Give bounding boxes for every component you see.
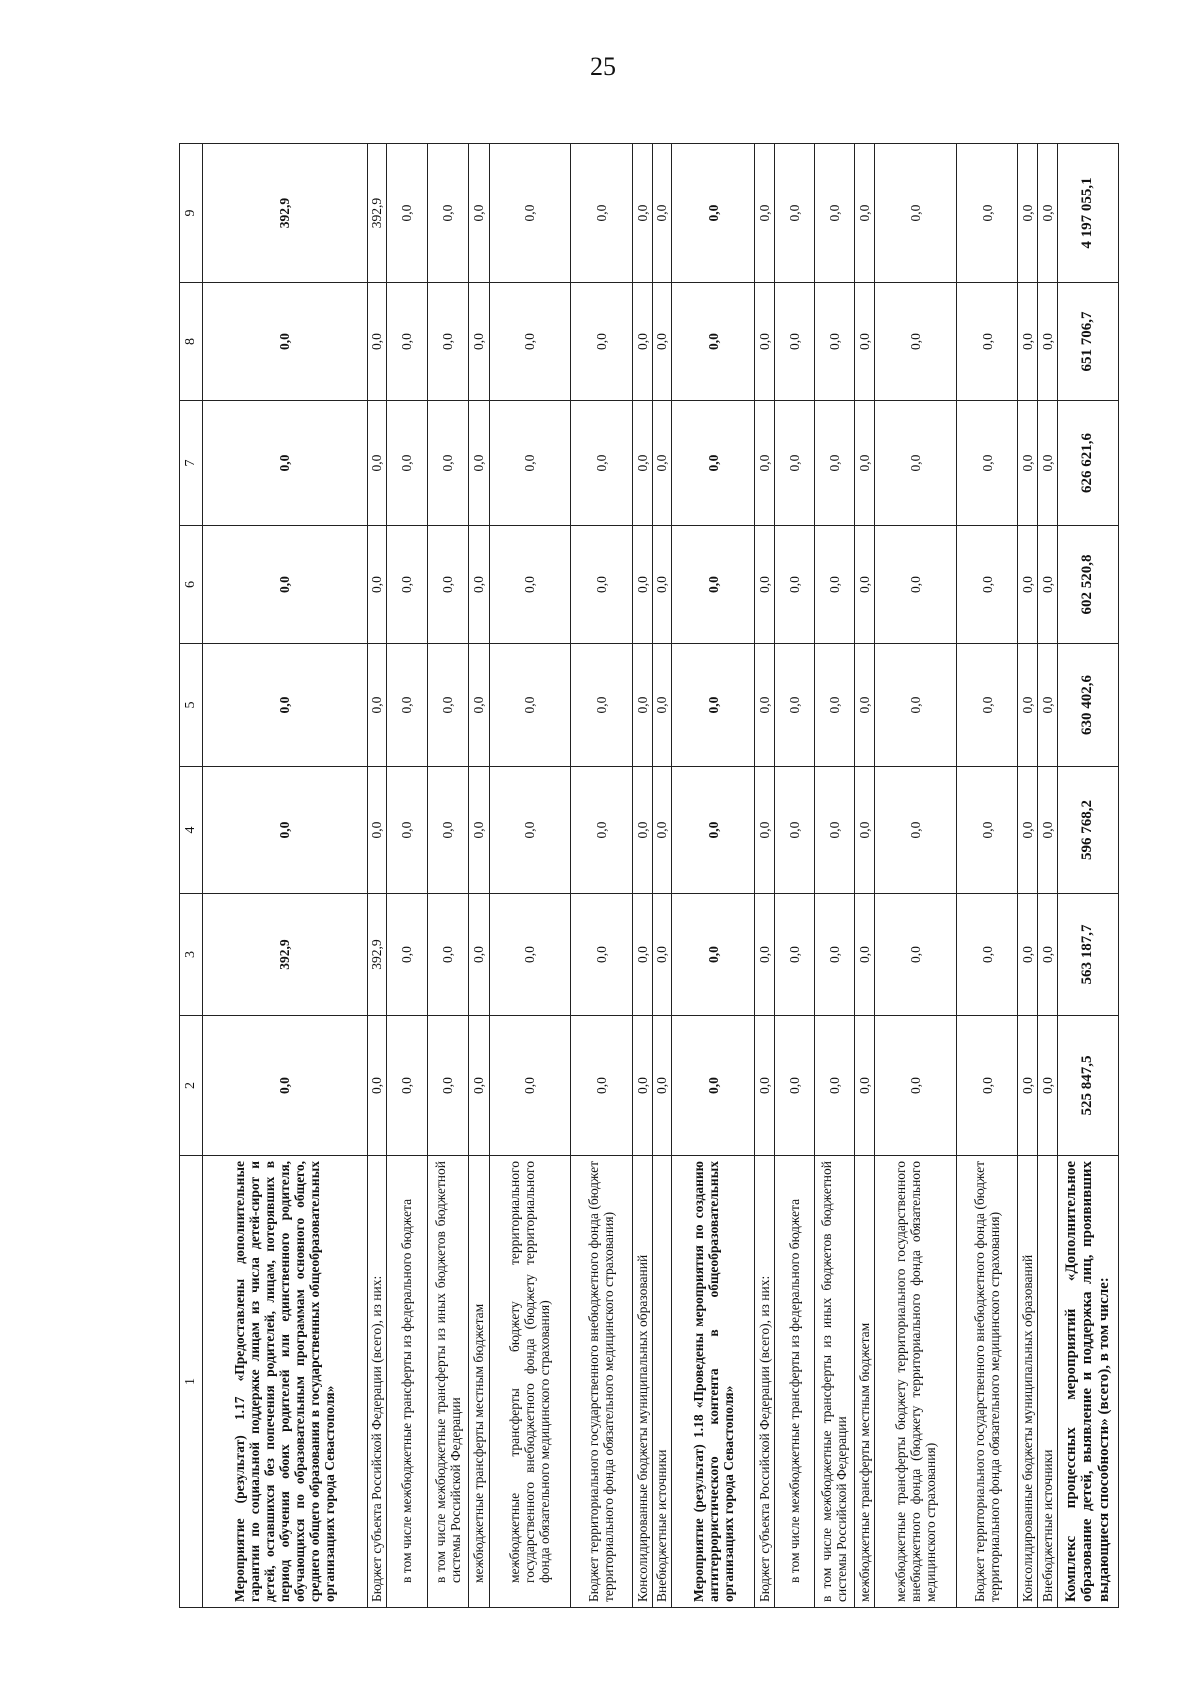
cell-value: 4 197 055,1 [1057,144,1118,283]
table-row [427,144,468,1608]
row-label: Бюджет территориального государственного внебюджетного фонда (бюджет территориального фонда обязательного медицинского страхования) [957,1156,1018,1608]
cell-value: 0,0 [875,1016,957,1156]
cell-value: 0,0 [815,526,854,644]
cell-value: 392,9 [202,144,367,283]
cell-value: 0,0 [672,644,755,767]
cell-value: 0,0 [672,526,755,644]
cell-value: 0,0 [202,401,367,526]
cell-value: 0,0 [1038,1016,1058,1156]
cell-value: 0,0 [632,144,652,283]
cell-value: 0,0 [1038,644,1058,767]
cell-value: 0,0 [387,644,427,767]
cell-value: 0,0 [570,144,632,283]
cell-value: 563 187,7 [1057,894,1118,1016]
cell-value: 0,0 [652,1016,672,1156]
cell-value: 0,0 [875,894,957,1016]
column-number: 9 [180,144,203,283]
cell-value: 0,0 [427,526,468,644]
row-label: Бюджет субъекта Российской Федерации (всего), из них: [367,1156,387,1608]
cell-value: 0,0 [875,526,957,644]
cell-value: 0,0 [1018,1016,1038,1156]
row-label: Внебюджетные источники [1038,1156,1058,1608]
cell-value: 0,0 [570,283,632,401]
cell-value: 0,0 [427,767,468,894]
cell-value: 0,0 [202,526,367,644]
cell-value: 0,0 [1018,283,1038,401]
table-row [652,144,672,1608]
cell-value: 0,0 [632,283,652,401]
column-number: 4 [180,767,203,894]
cell-value: 0,0 [427,894,468,1016]
cell-value: 0,0 [815,144,854,283]
row-label: межбюджетные трансферты местным бюджетам [469,1156,490,1608]
cell-value: 0,0 [387,1016,427,1156]
table-row [672,144,755,1608]
cell-value: 0,0 [672,1016,755,1156]
table-row [815,144,854,1608]
page-number: 25 [590,52,616,81]
cell-value: 0,0 [652,894,672,1016]
cell-value: 0,0 [489,644,570,767]
cell-value: 0,0 [854,1016,875,1156]
row-label: Консолидированные бюджеты муниципальных образований [1018,1156,1038,1608]
column-number: 8 [180,283,203,401]
table-row [387,144,427,1608]
cell-value: 0,0 [632,1016,652,1156]
table-row [774,144,814,1608]
row-label: Бюджет субъекта Российской Федерации (всего), из них: [755,1156,775,1608]
cell-value: 0,0 [815,767,854,894]
cell-value: 0,0 [815,283,854,401]
cell-value: 392,9 [367,894,387,1016]
cell-value: 0,0 [875,644,957,767]
cell-value: 0,0 [652,526,672,644]
cell-value: 0,0 [469,767,490,894]
cell-value: 0,0 [469,526,490,644]
row-label: Внебюджетные источники [652,1156,672,1608]
row-label: в том числе межбюджетные трансферты из федерального бюджета [774,1156,814,1608]
cell-value: 0,0 [672,767,755,894]
cell-value: 0,0 [815,401,854,526]
row-label: межбюджетные трансферты бюджету территориального государственного внебюджетного фонда (бюджету территориального фонда обязательного медицинского страхования) [875,1156,957,1608]
cell-value: 0,0 [427,1016,468,1156]
table-row [1018,144,1038,1608]
cell-value: 0,0 [387,526,427,644]
cell-value: 0,0 [815,1016,854,1156]
cell-value: 392,9 [202,894,367,1016]
cell-value: 0,0 [570,526,632,644]
table-row [1038,144,1058,1608]
cell-value: 0,0 [774,526,814,644]
row-label: Комплекс процессных мероприятий «Дополнительное образование детей, выявление и поддержка лиц, проявивших выдающиеся способности» (всего), в том числе: [1057,1156,1118,1608]
cell-value: 602 520,8 [1057,526,1118,644]
cell-value: 0,0 [957,644,1018,767]
cell-value: 0,0 [367,526,387,644]
cell-value: 0,0 [1018,767,1038,894]
cell-value: 0,0 [202,767,367,894]
cell-value: 0,0 [957,283,1018,401]
cell-value: 0,0 [489,144,570,283]
column-number: 3 [180,894,203,1016]
cell-value: 626 621,6 [1057,401,1118,526]
cell-value: 0,0 [632,401,652,526]
cell-value: 0,0 [854,526,875,644]
table-row [755,144,775,1608]
cell-value: 0,0 [632,894,652,1016]
cell-value: 392,9 [367,144,387,283]
cell-value: 596 768,2 [1057,767,1118,894]
cell-value: 0,0 [1018,526,1038,644]
cell-value: 0,0 [672,894,755,1016]
cell-value: 0,0 [387,767,427,894]
cell-value: 0,0 [755,526,775,644]
cell-value: 0,0 [1038,767,1058,894]
cell-value: 0,0 [755,1016,775,1156]
cell-value: 0,0 [957,526,1018,644]
table-row [202,144,367,1608]
row-label: в том числе межбюджетные трансферты из иных бюджетов бюджетной системы Российской Федерации [427,1156,468,1608]
cell-value: 0,0 [469,283,490,401]
cell-value: 0,0 [367,401,387,526]
cell-value: 0,0 [755,644,775,767]
cell-value: 0,0 [652,401,672,526]
cell-value: 0,0 [202,644,367,767]
table-row [1057,144,1118,1608]
cell-value: 525 847,5 [1057,1016,1118,1156]
cell-value: 0,0 [1038,401,1058,526]
cell-value: 0,0 [469,401,490,526]
cell-value: 0,0 [570,1016,632,1156]
cell-value: 0,0 [854,894,875,1016]
cell-value: 0,0 [1018,894,1038,1016]
cell-value: 0,0 [652,644,672,767]
cell-value: 0,0 [815,644,854,767]
row-label: межбюджетные трансферты местным бюджетам [854,1156,875,1608]
cell-value: 0,0 [570,767,632,894]
row-label: Консолидированные бюджеты муниципальных образований [632,1156,652,1608]
cell-value: 0,0 [854,644,875,767]
cell-value: 0,0 [957,767,1018,894]
cell-value: 0,0 [387,894,427,1016]
cell-value: 0,0 [469,644,490,767]
cell-value: 0,0 [774,401,814,526]
budget-table [179,143,1119,1608]
cell-value: 0,0 [632,644,652,767]
cell-value: 0,0 [957,1016,1018,1156]
cell-value: 0,0 [755,401,775,526]
cell-value: 0,0 [1018,144,1038,283]
cell-value: 0,0 [957,894,1018,1016]
cell-value: 0,0 [875,401,957,526]
column-number-row [180,144,203,1608]
table-row [469,144,490,1608]
row-label: в том числе межбюджетные трансферты из иных бюджетов бюджетной системы Российской Федерации [815,1156,854,1608]
row-label: Мероприятие (результат) 1.18 «Проведены мероприятия по созданию антитеррористического контента в общеобразовательных организациях города Севастополя» [672,1156,755,1608]
cell-value: 0,0 [854,767,875,894]
cell-value: 0,0 [755,144,775,283]
cell-value: 0,0 [489,894,570,1016]
cell-value: 0,0 [202,1016,367,1156]
column-number: 1 [180,1156,203,1608]
column-number: 7 [180,401,203,526]
cell-value: 0,0 [957,401,1018,526]
table-row [632,144,652,1608]
row-label: Бюджет территориального государственного внебюджетного фонда (бюджет территориального фонда обязательного медицинского страхования) [570,1156,632,1608]
cell-value: 0,0 [469,144,490,283]
cell-value: 0,0 [427,644,468,767]
column-number: 5 [180,644,203,767]
cell-value: 0,0 [1038,894,1058,1016]
cell-value: 0,0 [854,144,875,283]
cell-value: 0,0 [367,1016,387,1156]
cell-value: 0,0 [632,767,652,894]
cell-value: 0,0 [774,1016,814,1156]
table-row [854,144,875,1608]
cell-value: 0,0 [774,894,814,1016]
cell-value: 0,0 [367,644,387,767]
budget-table-frame [179,144,1119,1608]
cell-value: 0,0 [652,283,672,401]
cell-value: 0,0 [387,144,427,283]
cell-value: 0,0 [875,144,957,283]
cell-value: 0,0 [774,644,814,767]
cell-value: 0,0 [1018,644,1038,767]
cell-value: 0,0 [367,283,387,401]
cell-value: 0,0 [570,894,632,1016]
cell-value: 0,0 [469,894,490,1016]
cell-value: 0,0 [387,283,427,401]
cell-value: 0,0 [652,767,672,894]
cell-value: 0,0 [1018,401,1038,526]
column-number: 2 [180,1016,203,1156]
cell-value: 0,0 [774,144,814,283]
cell-value: 0,0 [815,894,854,1016]
cell-value: 0,0 [489,526,570,644]
cell-value: 0,0 [875,283,957,401]
cell-value: 0,0 [427,283,468,401]
cell-value: 0,0 [387,401,427,526]
table-row [875,144,957,1608]
cell-value: 0,0 [672,144,755,283]
column-number: 6 [180,526,203,644]
cell-value: 0,0 [489,1016,570,1156]
cell-value: 0,0 [1038,526,1058,644]
cell-value: 0,0 [427,401,468,526]
cell-value: 0,0 [367,767,387,894]
cell-value: 0,0 [1038,283,1058,401]
cell-value: 0,0 [755,767,775,894]
cell-value: 0,0 [427,144,468,283]
cell-value: 0,0 [875,767,957,894]
cell-value: 0,0 [202,283,367,401]
cell-value: 630 402,6 [1057,644,1118,767]
cell-value: 0,0 [570,644,632,767]
cell-value: 0,0 [774,283,814,401]
table-row [489,144,570,1608]
cell-value: 0,0 [854,283,875,401]
cell-value: 0,0 [489,283,570,401]
table-row [367,144,387,1608]
cell-value: 0,0 [755,283,775,401]
cell-value: 0,0 [489,401,570,526]
row-label: в том числе межбюджетные трансферты из федерального бюджета [387,1156,427,1608]
row-label: Мероприятие (результат) 1.17 «Предоставлены дополнительные гарантии по социальной поддержке лицам из числа детей-сирот и детей, оставшихся без попечения родителей, лицам, потерявших в период обучения обоих родителей или единственного родителя, обучающихся по образовательным программам основного общего, среднего общего образования в государственных общеобразовательных организациях города Севастополя» [202,1156,367,1608]
cell-value: 0,0 [672,283,755,401]
row-label: межбюджетные трансферты бюджету территориального государственного внебюджетного фонда (бюджету территориального фонда обязательного медицинского страхования) [489,1156,570,1608]
cell-value: 0,0 [672,401,755,526]
cell-value: 0,0 [469,1016,490,1156]
table-row [570,144,632,1608]
cell-value: 0,0 [489,767,570,894]
table-row [957,144,1018,1608]
cell-value: 651 706,7 [1057,283,1118,401]
cell-value: 0,0 [1038,144,1058,283]
cell-value: 0,0 [652,144,672,283]
cell-value: 0,0 [774,767,814,894]
cell-value: 0,0 [570,401,632,526]
cell-value: 0,0 [957,144,1018,283]
cell-value: 0,0 [632,526,652,644]
cell-value: 0,0 [854,401,875,526]
cell-value: 0,0 [755,894,775,1016]
